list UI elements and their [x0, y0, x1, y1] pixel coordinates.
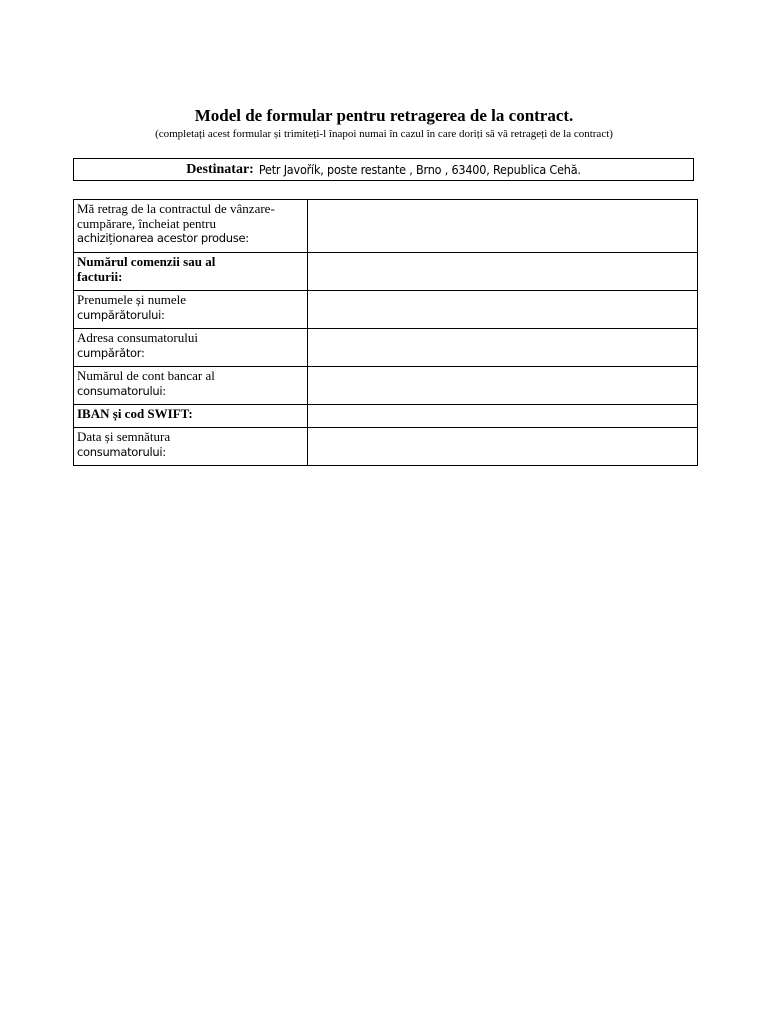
recipient-value: Petr Javořík, poste restante , Brno , 63400, Republica Cehă.	[258, 162, 581, 177]
field-label	[74, 200, 308, 253]
field-label-line: cumpărare, încheiat pentru	[77, 215, 216, 231]
row-buyer-name	[74, 291, 698, 329]
field-label-line: cumpărător:	[77, 345, 145, 360]
field-label-line: consumatorului:	[77, 383, 166, 398]
row-buyer-address	[74, 329, 698, 367]
field-label	[74, 405, 308, 428]
field-value-cell[interactable]	[308, 200, 698, 253]
field-value-cell[interactable]	[308, 253, 698, 291]
row-date-signature	[74, 428, 698, 466]
row-iban-swift	[74, 405, 698, 428]
field-label	[74, 291, 308, 329]
field-value-cell[interactable]	[308, 428, 698, 466]
field-label-line: Mă retrag de la contractul de vânzare-	[77, 201, 275, 216]
field-value-cell[interactable]	[308, 291, 698, 329]
field-label-line: Prenumele și numele	[77, 292, 187, 307]
recipient-label: Destinatar:	[186, 161, 254, 177]
page-title: Model de formular pentru retragerea de la contract.	[194, 106, 574, 125]
field-label	[74, 428, 308, 466]
row-bank-account	[74, 367, 698, 405]
field-label	[74, 329, 308, 367]
field-label	[74, 367, 308, 405]
field-value-cell[interactable]	[308, 405, 698, 428]
withdrawal-form-table	[73, 199, 698, 466]
field-label-line: Numărul de cont bancar al	[77, 368, 215, 383]
row-order-number	[74, 253, 698, 291]
field-value-cell[interactable]	[308, 329, 698, 367]
row-withdrawal-statement	[74, 200, 698, 253]
recipient-box	[73, 158, 694, 181]
page-subtitle: (completați acest formular și trimiteți-l înapoi numai în cazul în care doriți să vă retrageți de la contract)	[155, 128, 613, 140]
field-label-line: facturii:	[77, 268, 123, 284]
field-label-line: Data și semnătura	[77, 429, 171, 444]
field-label-line: Adresa consumatorului	[77, 330, 198, 345]
field-label-line: consumatorului:	[77, 444, 166, 459]
field-label	[74, 253, 308, 291]
field-label-line: Numărul comenzii sau al	[77, 254, 216, 269]
field-label-line: achiziționarea acestor produse:	[77, 231, 249, 245]
field-label-line: IBAN și cod SWIFT:	[77, 406, 193, 421]
field-value-cell[interactable]	[308, 367, 698, 405]
field-label-line: cumpărătorului:	[77, 307, 165, 322]
